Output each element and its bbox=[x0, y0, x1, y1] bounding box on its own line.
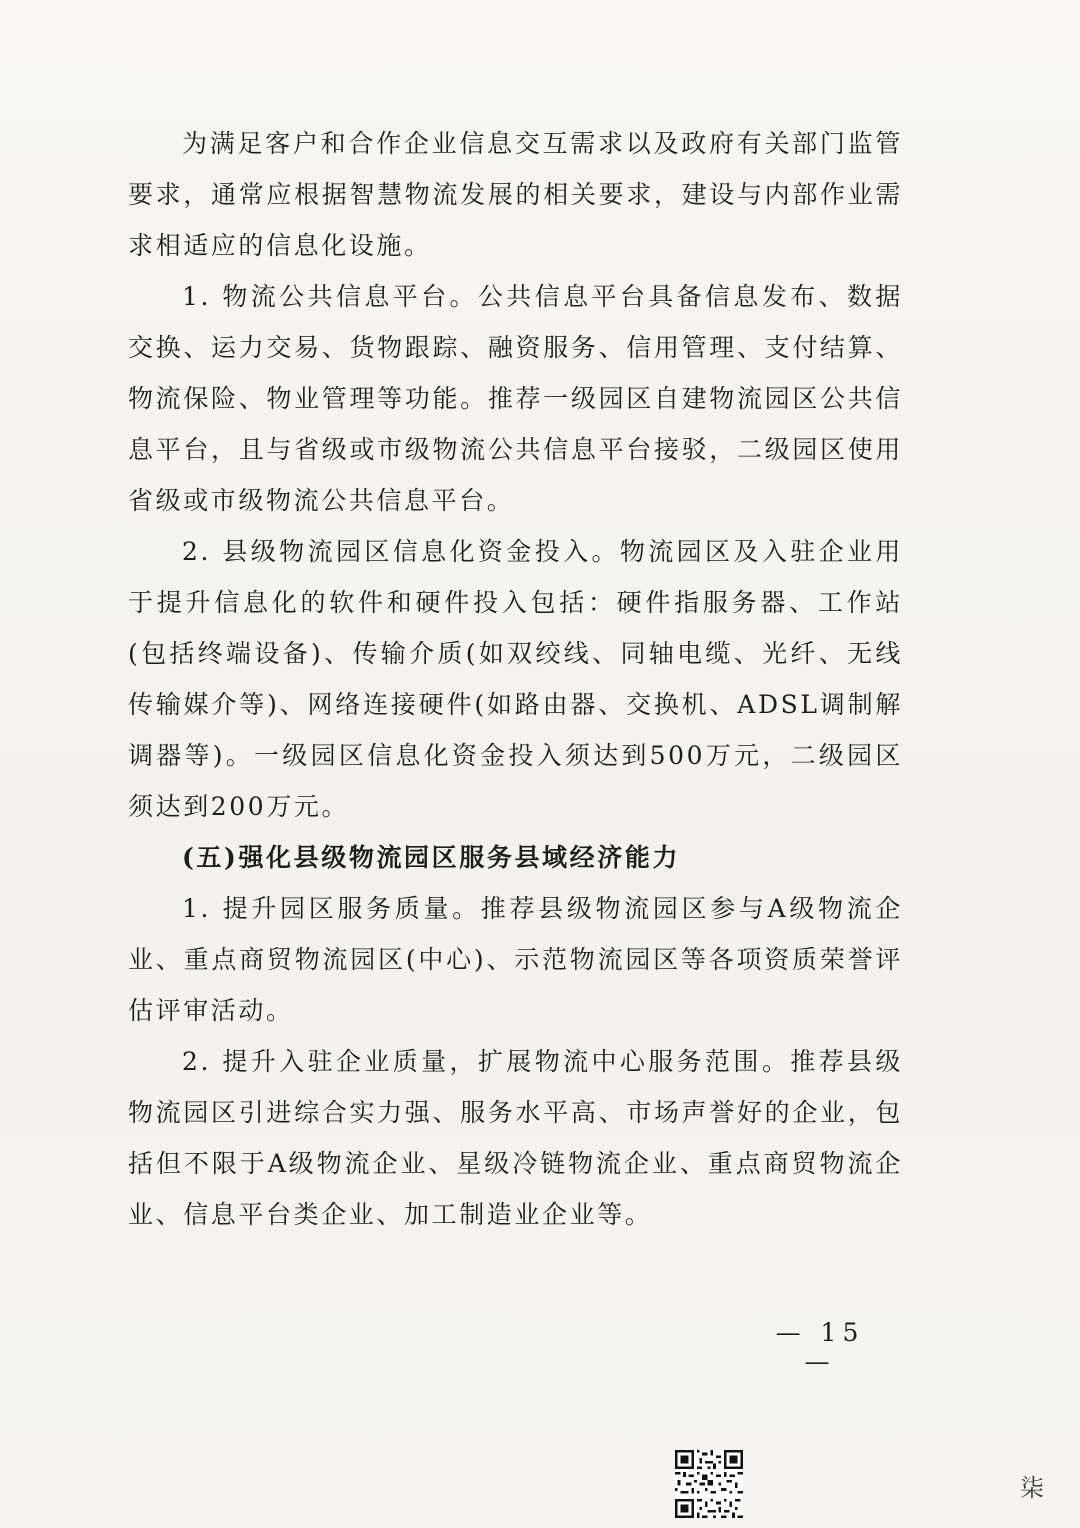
qr-code-icon bbox=[675, 1450, 743, 1518]
paragraph-it-investment: 2. 县级物流园区信息化资金投入。物流园区及入驻企业用于提升信息化的软件和硬件投入包括：硬件指服务器、工作站(包括终端设备)、传输介质(如双绞线、同轴电缆、光纤、无线传输媒介等)、网络连接硬件(如路由器、交换机、ADSL调制解调器等)。一级园区信息化资金投入须达到500万元，二级园区须达到200万元。 bbox=[128, 537, 903, 821]
paragraph-enterprise-quality: 2. 提升入驻企业质量，扩展物流中心服务范围。推荐县级物流园区引进综合实力强、服务水平高、市场声誉好的企业，包括但不限于A级物流企业、星级冷链物流企业、重点商贸物流企业、信息平台类企业、加工制造业企业等。 bbox=[128, 1047, 903, 1229]
page-number: — 15 — bbox=[775, 1318, 865, 1376]
paragraph-intro: 为满足客户和合作企业信息交互需求以及政府有关部门监管要求，通常应根据智慧物流发展的相关要求，建设与内部作业需求相适应的信息化设施。 bbox=[128, 129, 903, 260]
corner-mark: 柒 bbox=[1020, 1474, 1044, 1502]
document-body bbox=[128, 118, 903, 1240]
paragraph-service-quality: 1. 提升园区服务质量。推荐县级物流园区参与A级物流企业、重点商贸物流园区(中心)、示范物流园区等各项资质荣誉评估评审活动。 bbox=[128, 894, 903, 1025]
section-heading: (五)强化县级物流园区服务县域经济能力 bbox=[182, 843, 681, 872]
paragraph-public-info-platform: 1. 物流公共信息平台。公共信息平台具备信息发布、数据交换、运力交易、货物跟踪、融资服务、信用管理、支付结算、物流保险、物业管理等功能。推荐一级园区自建物流园区公共信息平台，且与省级或市级物流公共信息平台接驳，二级园区使用省级或市级物流公共信息平台。 bbox=[128, 282, 903, 515]
